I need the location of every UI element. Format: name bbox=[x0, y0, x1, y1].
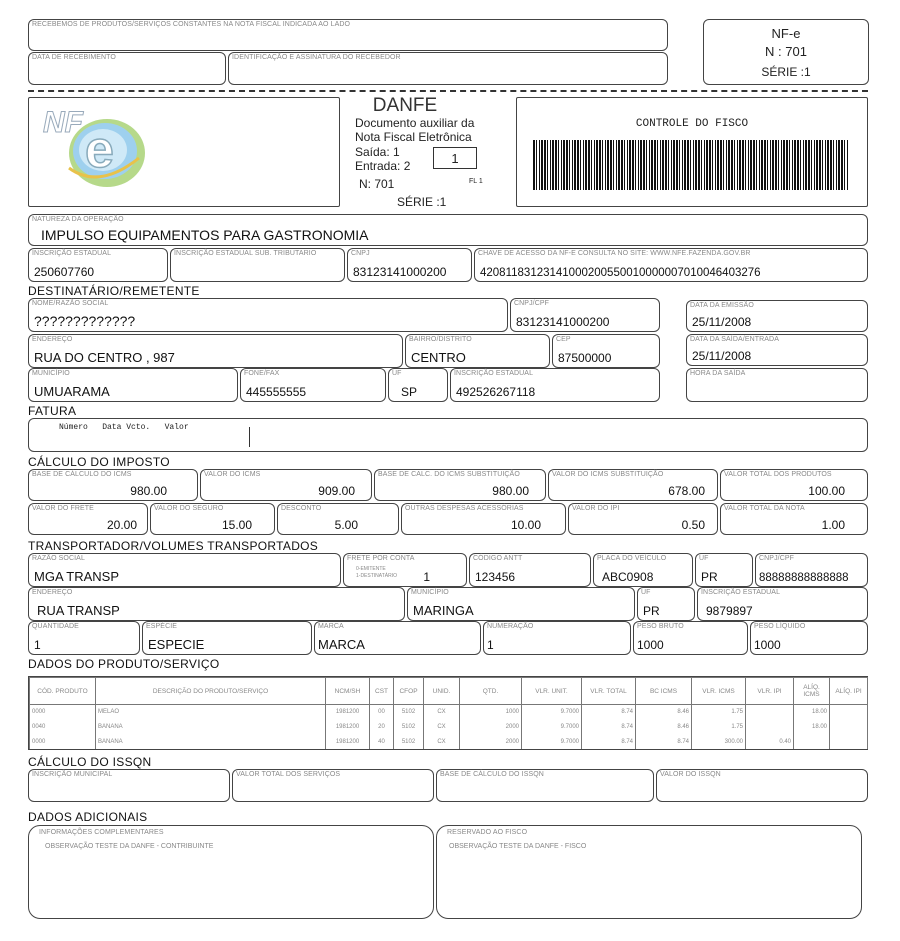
transp-bruto-value: 1000 bbox=[637, 638, 664, 652]
ie-st-label: INSCRIÇÃO ESTADUAL SUB. TRIBUTARIO bbox=[174, 250, 317, 257]
transp-liquido-label: PESO LÍQUIDO bbox=[754, 623, 806, 630]
col-header: ALÍQ. ICMS bbox=[794, 678, 830, 705]
chave-value: 42081183123141000200550010000007010046403276 bbox=[480, 267, 761, 279]
chave-label: CHAVE DE ACESSO DA NF-E CONSULTA NO SITE: WWW.NFE.FAZENDA.GOV.BR bbox=[478, 250, 751, 257]
total-nota-value: 1.00 bbox=[821, 518, 845, 532]
transp-cnpj-value: 88888888888888 bbox=[759, 572, 849, 584]
icms-value: 909.00 bbox=[318, 484, 355, 498]
ipi-value: 0.50 bbox=[681, 518, 705, 532]
emit-cnpj-label: CNPJ bbox=[351, 250, 370, 257]
danfe-tipo-box: 1 bbox=[433, 147, 477, 169]
fisco-reserved-box bbox=[436, 825, 862, 919]
transp-marca-value: MARCA bbox=[318, 637, 365, 652]
table-cell: 9.7000 bbox=[522, 705, 582, 720]
receipt-id-label: IDENTIFICAÇÃO E ASSINATURA DO RECEBEDOR bbox=[232, 54, 401, 61]
dest-bairro-value: CENTRO bbox=[411, 350, 466, 365]
frete-box bbox=[28, 503, 148, 535]
table-cell: 8.46 bbox=[636, 705, 692, 720]
issqn-title: CÁLCULO DO ISSQN bbox=[28, 755, 152, 769]
desconto-box bbox=[277, 503, 399, 535]
issqn-im-box bbox=[28, 769, 230, 802]
table-cell: BANANA bbox=[96, 720, 326, 735]
table-cell: 8.74 bbox=[636, 734, 692, 749]
dest-emissao-value: 25/11/2008 bbox=[692, 315, 752, 329]
table-cell: 18.00 bbox=[794, 720, 830, 735]
seguro-value: 15.00 bbox=[221, 518, 252, 532]
transp-cnpj-label: CNPJ/CPF bbox=[759, 555, 795, 562]
emit-cnpj-value: 83123141000200 bbox=[353, 265, 447, 279]
table-cell bbox=[746, 705, 794, 720]
table-cell: 0040 bbox=[30, 720, 96, 735]
transp-cnpj-box bbox=[755, 553, 868, 587]
table-cell: MELAO bbox=[96, 705, 326, 720]
ipi-box bbox=[568, 503, 718, 535]
transp-antt-box bbox=[469, 553, 591, 587]
table-cell bbox=[830, 720, 868, 735]
bc-icms-label: BASE DE CÁLCULO DO ICMS bbox=[32, 471, 132, 478]
dest-nome-value: ????????????? bbox=[34, 313, 136, 329]
dest-endereco-label: ENDEREÇO bbox=[32, 336, 73, 343]
issqn-bc-label: BASE DE CÁLCULO DO ISSQN bbox=[440, 771, 544, 778]
receipt-nfe-serie: SÉRIE :1 bbox=[761, 65, 811, 79]
produtos-table bbox=[28, 676, 868, 750]
bc-st-box bbox=[374, 469, 546, 501]
table-cell: 9.7000 bbox=[522, 734, 582, 749]
total-nota-box bbox=[720, 503, 868, 535]
ie-box bbox=[28, 248, 168, 282]
dest-hora-box bbox=[686, 368, 868, 402]
transp-endereco-label: ENDEREÇO bbox=[32, 589, 73, 596]
transp-antt-label: CÓDIGO ANTT bbox=[473, 555, 523, 562]
table-cell: 8.74 bbox=[582, 734, 636, 749]
col-header: VLR. TOTAL bbox=[582, 678, 636, 705]
dest-emissao-box bbox=[686, 300, 868, 332]
transp-frete-box bbox=[343, 553, 467, 587]
receipt-date-box bbox=[28, 52, 226, 85]
col-header: ALÍQ. IPI bbox=[830, 678, 868, 705]
table-cell: 20 bbox=[370, 720, 394, 735]
table-cell: 1.75 bbox=[692, 705, 746, 720]
dest-fone-label: FONE/FAX bbox=[244, 370, 280, 377]
transp-qtd-value: 1 bbox=[34, 638, 41, 652]
dest-ie-label: INSCRIÇÃO ESTADUAL bbox=[454, 370, 534, 377]
dest-municipio-box bbox=[28, 368, 238, 402]
transp-placa-label: PLACA DO VEÍCULO bbox=[597, 555, 667, 562]
dest-cnpj-value: 83123141000200 bbox=[516, 315, 610, 329]
fatura-header: Número Data Vcto. Valor bbox=[59, 423, 189, 432]
produtos-header-row bbox=[30, 678, 868, 705]
receipt-id-box bbox=[228, 52, 668, 85]
nfe-logo bbox=[39, 106, 149, 192]
fisco-reserved-value: OBSERVAÇÃO TESTE DA DANFE - FISCO bbox=[449, 843, 587, 850]
natureza-box bbox=[28, 214, 868, 246]
issqn-total-box bbox=[232, 769, 434, 802]
fatura-divider bbox=[249, 427, 250, 447]
bc-icms-value: 980.00 bbox=[130, 484, 167, 498]
table-cell: 40 bbox=[370, 734, 394, 749]
seguro-label: VALOR DO SEGURO bbox=[154, 505, 224, 512]
table-cell: 00 bbox=[370, 705, 394, 720]
transp-endereco-box bbox=[28, 587, 405, 621]
transp-numeracao-box bbox=[483, 621, 631, 655]
icms-st-box bbox=[548, 469, 718, 501]
transp-liquido-value: 1000 bbox=[754, 638, 781, 652]
transp-ie-box bbox=[697, 587, 868, 621]
transp-especie-box bbox=[142, 621, 312, 655]
danfe-title: DANFE bbox=[372, 95, 438, 116]
dest-cep-label: CEP bbox=[556, 336, 571, 343]
table-row bbox=[30, 705, 868, 720]
dest-saida-label: DATA DA SAÍDA/ENTRADA bbox=[690, 336, 779, 343]
outras-value: 10.00 bbox=[510, 518, 541, 532]
dest-cnpj-box bbox=[510, 298, 660, 332]
table-cell: 5102 bbox=[394, 705, 424, 720]
transp-bruto-box bbox=[633, 621, 748, 655]
icms-box bbox=[200, 469, 372, 501]
danfe-fl: FL 1 bbox=[469, 178, 483, 185]
danfe-doc-line1: Documento auxiliar da bbox=[355, 116, 475, 130]
dest-cep-box bbox=[552, 334, 660, 368]
issqn-total-label: VALOR TOTAL DOS SERVIÇOS bbox=[236, 771, 341, 778]
table-cell: BANANA bbox=[96, 734, 326, 749]
ie-label: INSCRIÇÃO ESTADUAL bbox=[32, 250, 112, 257]
info-label: INFORMAÇÕES COMPLEMENTARES bbox=[39, 829, 164, 836]
table-cell: 300.00 bbox=[692, 734, 746, 749]
natureza-value: IMPULSO EQUIPAMENTOS PARA GASTRONOMIA bbox=[41, 227, 369, 243]
total-nota-label: VALOR TOTAL DA NOTA bbox=[724, 505, 805, 512]
col-header: NCM/SH bbox=[326, 678, 370, 705]
transp-uf-label: UF bbox=[699, 555, 709, 562]
barcode bbox=[533, 140, 849, 190]
frete-label: VALOR DO FRETE bbox=[32, 505, 94, 512]
total-prod-box bbox=[720, 469, 868, 501]
icms-label: VALOR DO ICMS bbox=[204, 471, 261, 478]
receipt-main-label: RECEBEMOS DE PRODUTOS/SERVIÇOS CONSTANTES NA NOTA FISCAL INDICADA AO LADO bbox=[32, 21, 351, 28]
dest-endereco-value: RUA DO CENTRO , 987 bbox=[34, 350, 175, 365]
fatura-title: FATURA bbox=[28, 404, 77, 418]
table-cell: 8.74 bbox=[582, 705, 636, 720]
cut-line bbox=[28, 90, 868, 92]
issqn-valor-box bbox=[656, 769, 868, 802]
total-prod-label: VALOR TOTAL DOS PRODUTOS bbox=[724, 471, 832, 478]
dest-bairro-box bbox=[405, 334, 550, 368]
logo-box bbox=[28, 97, 340, 207]
col-header: VLR. UNIT. bbox=[522, 678, 582, 705]
col-header: BC ICMS bbox=[636, 678, 692, 705]
dest-endereco-box bbox=[28, 334, 403, 368]
table-cell: CX bbox=[424, 734, 460, 749]
transp-qtd-box bbox=[28, 621, 140, 655]
nfe-logo-nf: NF bbox=[43, 106, 83, 139]
dest-municipio-label: MUNICÍPIO bbox=[32, 370, 70, 377]
icms-st-label: VALOR DO ICMS SUBSTITUIÇÃO bbox=[552, 471, 664, 478]
outras-label: OUTRAS DESPESAS ACESSÓRIAS bbox=[405, 505, 524, 512]
table-cell: 0000 bbox=[30, 705, 96, 720]
col-header: CÓD. PRODUTO bbox=[30, 678, 96, 705]
table-cell: 0.40 bbox=[746, 734, 794, 749]
transp-uf2-label: UF bbox=[641, 589, 651, 596]
danfe-info bbox=[345, 93, 510, 208]
dest-bairro-label: BAIRRO/DISTRITO bbox=[409, 336, 472, 343]
dest-nome-label: NOME/RAZÃO SOCIAL bbox=[32, 300, 109, 307]
col-header: DESCRIÇÃO DO PRODUTO/SERVIÇO bbox=[96, 678, 326, 705]
ipi-label: VALOR DO IPI bbox=[572, 505, 620, 512]
col-header: VLR. IPI bbox=[746, 678, 794, 705]
transp-endereco-value: RUA TRANSP bbox=[37, 603, 120, 618]
nfe-logo-e: e bbox=[85, 121, 114, 179]
receipt-main-box bbox=[28, 19, 668, 51]
table-cell: 18.00 bbox=[794, 705, 830, 720]
transp-uf-value: PR bbox=[701, 570, 718, 584]
table-cell: 8.74 bbox=[582, 720, 636, 735]
bc-icms-box bbox=[28, 469, 198, 501]
col-header: CFOP bbox=[394, 678, 424, 705]
table-cell: 2000 bbox=[460, 734, 522, 749]
col-header: CST bbox=[370, 678, 394, 705]
transp-razao-value: MGA TRANSP bbox=[34, 569, 120, 584]
dest-cep-value: 87500000 bbox=[558, 351, 612, 365]
dest-municipio-value: UMUARAMA bbox=[34, 384, 110, 399]
danfe-serie: SÉRIE :1 bbox=[397, 195, 447, 209]
imposto-title: CÁLCULO DO IMPOSTO bbox=[28, 455, 170, 469]
bc-st-value: 980.00 bbox=[492, 484, 529, 498]
table-cell: 0000 bbox=[30, 734, 96, 749]
table-cell bbox=[746, 720, 794, 735]
transp-uf2-value: PR bbox=[643, 604, 660, 618]
table-cell bbox=[794, 734, 830, 749]
receipt-date-label: DATA DE RECEBIMENTO bbox=[32, 54, 116, 61]
table-cell bbox=[830, 734, 868, 749]
table-cell: 1981200 bbox=[326, 705, 370, 720]
col-header: VLR. ICMS bbox=[692, 678, 746, 705]
ie-value: 250607760 bbox=[34, 265, 95, 279]
table-cell bbox=[830, 705, 868, 720]
col-header: QTD. bbox=[460, 678, 522, 705]
transp-frete-opt1: 0-EMITENTE bbox=[356, 566, 386, 572]
danfe-number: N: 701 bbox=[359, 177, 395, 191]
issqn-bc-box bbox=[436, 769, 654, 802]
issqn-valor-label: VALOR DO ISSQN bbox=[660, 771, 721, 778]
table-cell: 1.75 bbox=[692, 720, 746, 735]
bc-st-label: BASE DE CALC. DO ICMS SUBSTITUIÇÃO bbox=[378, 471, 520, 478]
table-cell: CX bbox=[424, 705, 460, 720]
table-cell: 1981200 bbox=[326, 734, 370, 749]
frete-value: 20.00 bbox=[106, 518, 137, 532]
dest-ie-value: 492526267118 bbox=[456, 385, 536, 399]
transp-razao-label: RAZÃO SOCIAL bbox=[32, 555, 85, 562]
ie-st-box bbox=[170, 248, 345, 282]
transp-frete-value: 1 bbox=[423, 570, 430, 584]
danfe-saida: Saída: 1 bbox=[355, 145, 400, 159]
fisco-box bbox=[516, 97, 868, 207]
transp-razao-box bbox=[28, 553, 341, 587]
dest-fone-value: 445555555 bbox=[246, 385, 307, 399]
transp-municipio-box bbox=[407, 587, 635, 621]
danfe-entrada: Entrada: 2 bbox=[355, 159, 411, 173]
table-cell: 9.7000 bbox=[522, 720, 582, 735]
transp-qtd-label: QUANTIDADE bbox=[32, 623, 79, 630]
dest-emissao-label: DATA DA EMISSÃO bbox=[690, 302, 754, 309]
transp-uf2-box bbox=[637, 587, 695, 621]
dest-saida-value: 25/11/2008 bbox=[692, 349, 752, 363]
transp-municipio-value: MARINGA bbox=[413, 603, 474, 618]
transp-numeracao-value: 1 bbox=[487, 638, 494, 652]
transp-bruto-label: PESO BRUTO bbox=[637, 623, 684, 630]
transp-frete-opt2: 1-DESTINATÁRIO bbox=[356, 573, 398, 579]
emit-cnpj-box bbox=[347, 248, 472, 282]
issqn-im-label: INSCRIÇÃO MUNICIPAL bbox=[32, 771, 113, 778]
outras-box bbox=[401, 503, 566, 535]
adicionais-title: DADOS ADICIONAIS bbox=[28, 810, 148, 824]
transp-especie-label: ESPÉCIE bbox=[146, 623, 178, 630]
table-cell: 2000 bbox=[460, 720, 522, 735]
receipt-nfe-number: N : 701 bbox=[765, 44, 807, 59]
dest-saida-box bbox=[686, 334, 868, 366]
transp-marca-box bbox=[314, 621, 481, 655]
table-cell: CX bbox=[424, 720, 460, 735]
transp-municipio-label: MUNICÍPIO bbox=[411, 589, 449, 596]
produtos-title: DADOS DO PRODUTO/SERVIÇO bbox=[28, 657, 220, 671]
destinatario-title: DESTINATÁRIO/REMETENTE bbox=[28, 284, 200, 298]
dest-ie-box bbox=[450, 368, 660, 402]
dest-nome-box bbox=[28, 298, 508, 332]
natureza-label: NATUREZA DA OPERAÇÃO bbox=[32, 216, 124, 223]
fatura-box bbox=[28, 418, 868, 452]
transp-frete-label: FRETE POR CONTA bbox=[347, 555, 415, 562]
transp-ie-value: 9879897 bbox=[706, 604, 753, 618]
desconto-value: 5.00 bbox=[334, 518, 358, 532]
dest-cnpj-label: CNPJ/CPF bbox=[514, 300, 550, 307]
table-cell: 5102 bbox=[394, 734, 424, 749]
transp-placa-value: ABC0908 bbox=[602, 570, 654, 584]
fisco-reserved-label: RESERVADO AO FISCO bbox=[447, 829, 528, 836]
table-cell: 5102 bbox=[394, 720, 424, 735]
transp-liquido-box bbox=[750, 621, 868, 655]
dest-fone-box bbox=[240, 368, 386, 402]
icms-st-value: 678.00 bbox=[668, 484, 705, 498]
dest-hora-label: HORA DA SAÍDA bbox=[690, 370, 746, 377]
table-row bbox=[30, 734, 868, 749]
seguro-box bbox=[150, 503, 275, 535]
receipt-nfe-title: NF-e bbox=[771, 26, 801, 41]
transporte-title: TRANSPORTADOR/VOLUMES TRANSPORTADOS bbox=[28, 539, 319, 553]
transp-antt-value: 123456 bbox=[475, 570, 516, 584]
transp-uf-box bbox=[695, 553, 753, 587]
table-row bbox=[30, 720, 868, 735]
total-prod-value: 100.00 bbox=[808, 484, 845, 498]
dest-uf-label: UF bbox=[392, 370, 402, 377]
danfe-doc-line2: Nota Fiscal Eletrônica bbox=[355, 130, 472, 144]
table-cell: 1000 bbox=[460, 705, 522, 720]
table-cell: 8.46 bbox=[636, 720, 692, 735]
transp-numeracao-label: NUMERAÇÃO bbox=[487, 623, 534, 630]
desconto-label: DESCONTO bbox=[281, 505, 322, 512]
transp-marca-label: MARCA bbox=[318, 623, 344, 630]
transp-placa-box bbox=[593, 553, 693, 587]
transp-ie-label: INSCRIÇÃO ESTADUAL bbox=[701, 589, 781, 596]
transp-especie-value: ESPECIE bbox=[148, 637, 205, 652]
info-value: OBSERVAÇÃO TESTE DA DANFE - CONTRIBUINTE bbox=[45, 843, 214, 850]
receipt-nfe-box bbox=[703, 19, 869, 85]
dest-uf-value: SP bbox=[401, 385, 418, 399]
info-box bbox=[28, 825, 434, 919]
fisco-title: CONTROLE DO FISCO bbox=[635, 118, 749, 130]
chave-box bbox=[474, 248, 868, 282]
table-cell: 1981200 bbox=[326, 720, 370, 735]
col-header: UNID. bbox=[424, 678, 460, 705]
dest-uf-box bbox=[388, 368, 448, 402]
